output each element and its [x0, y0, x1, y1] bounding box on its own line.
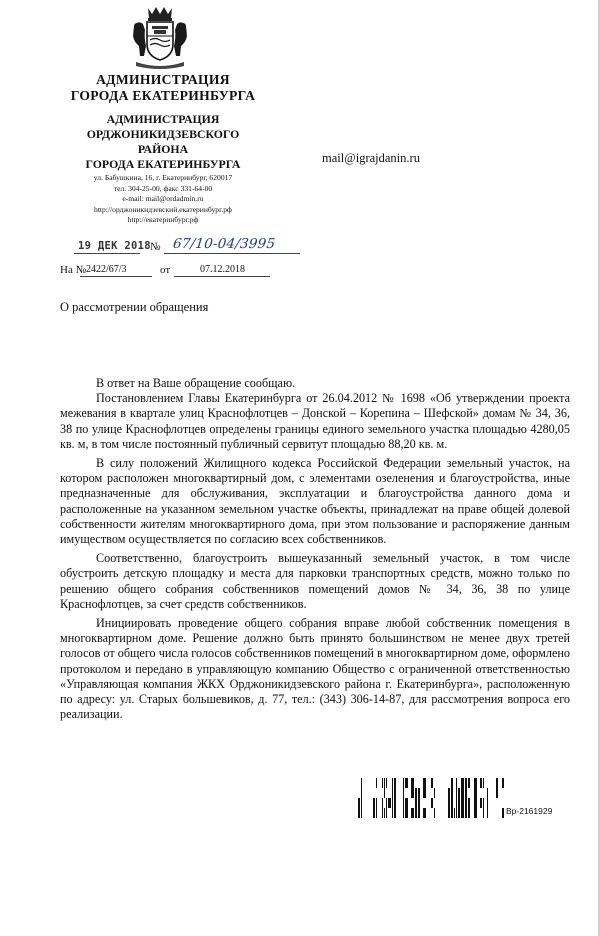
dept-name: [40, 112, 286, 172]
address-line-2: тел. 304-25-00, факс 331-64-00: [113, 183, 213, 193]
recipient-email: mail@igrajdanin.ru: [322, 151, 420, 165]
registration-stamp-date: 19 ДЕК 2018: [78, 240, 151, 252]
org-name: [40, 72, 286, 104]
address-line-5: http://екатеринбург.рф: [127, 215, 199, 224]
in-reply-to-number: 2422/67/3: [86, 264, 127, 275]
address-line-1: ул. Бабушкина, 16, г. Екатеринбург, 620017: [93, 173, 233, 182]
registration-number: 67/10-04/3995: [172, 236, 276, 252]
barcode-code: Вр-2161929: [506, 806, 553, 816]
registration-number-label: №: [150, 241, 161, 253]
dept-line-4: ГОРОДА ЕКАТЕРИНБУРГА: [85, 157, 241, 171]
registration-underline: [164, 253, 300, 254]
org-line-1: АДМИНИСТРАЦИЯ: [96, 72, 230, 87]
body-paragraph-4: Соответственно, благоустроить вышеуказанный земельный участок, в том числе обустроить детскую площадку и места для парковки транспортных средств, можно только по решению общего собрания собственников помещений домов № 34, 36, 38 по улице Краснофлотцев, за счет средств собственников.: [60, 551, 570, 611]
body-paragraph-1: В ответ на Ваше обращение сообщаю.: [96, 376, 296, 390]
body-paragraph-2: Постановлением Главы Екатеринбурга от 26.04.2012 № 1698 «Об утверждении проекта межевания в квартале улиц Краснофлотцев – Донской – Корепина – Шефской» домам № 34, 36, 38 по улице Краснофлотцев определены границы единого земельного участка площадью 4280,05 кв. м, в том числе постоянный публичный сервитут площадью 88,20 кв. м.: [60, 391, 570, 451]
in-reply-date-label: от: [160, 264, 171, 276]
dept-line-3: РАЙОНА: [137, 142, 189, 156]
barcode-icon: [358, 778, 504, 818]
in-reply-to-label: На №: [60, 264, 87, 276]
address-line-4: http://орджоникидзевский.екатеринбург.рф: [94, 204, 232, 214]
in-reply-underline: [80, 276, 152, 277]
address-block: [40, 173, 286, 226]
in-reply-date-underline: [174, 276, 270, 277]
letter-body: [60, 376, 570, 722]
org-line-2: ГОРОДА ЕКАТЕРИНБУРГА: [70, 88, 256, 103]
dept-line-1: АДМИНИСТРАЦИЯ: [106, 112, 220, 126]
in-reply-date: 07.12.2018: [200, 264, 245, 275]
body-paragraph-3: В силу положений Жилищного кодекса Российской Федерации земельный участок, на котором расположен многоквартирный дом, с элементами озеленения и благоустройства, иные предназначенные для обслуживания, эксплуатации и благоустройства данного дома и расположенные на указанном земельном участке объекты, принадлежат на праве общей долевой собственности жителям многоквартирного дома, при этом пользование и распоряжение данным имуществом осуществляется по согласию всех собственников.: [60, 456, 570, 547]
letter-subject: О рассмотрении обращения: [60, 300, 209, 314]
dept-line-2: ОРДЖОНИКИДЗЕВСКОГО: [86, 127, 240, 141]
city-coat-of-arms-icon: [130, 6, 190, 70]
body-paragraph-5: Инициировать проведение общего собрания вправе любой собственник помещения в многоквартирном доме. Решение должно быть принято большинством не менее двух третей голосов от общего числа голосов собственников помещений в многоквартирном доме, оформлено протоколом и передано в управляющую компанию Общество с ограниченной ответственностью «Управляющая компания ЖКХ Орджоникидзевского района г. Екатеринбурга», расположенную по адресу: ул. Старых большевиков, д. 77, тел.: (343) 306-14-87, для рассмотрения вопроса его реализации.: [60, 616, 570, 722]
address-line-3: e-mail: mail@ordadmin.ru: [122, 194, 204, 203]
date-underline: [74, 253, 140, 254]
